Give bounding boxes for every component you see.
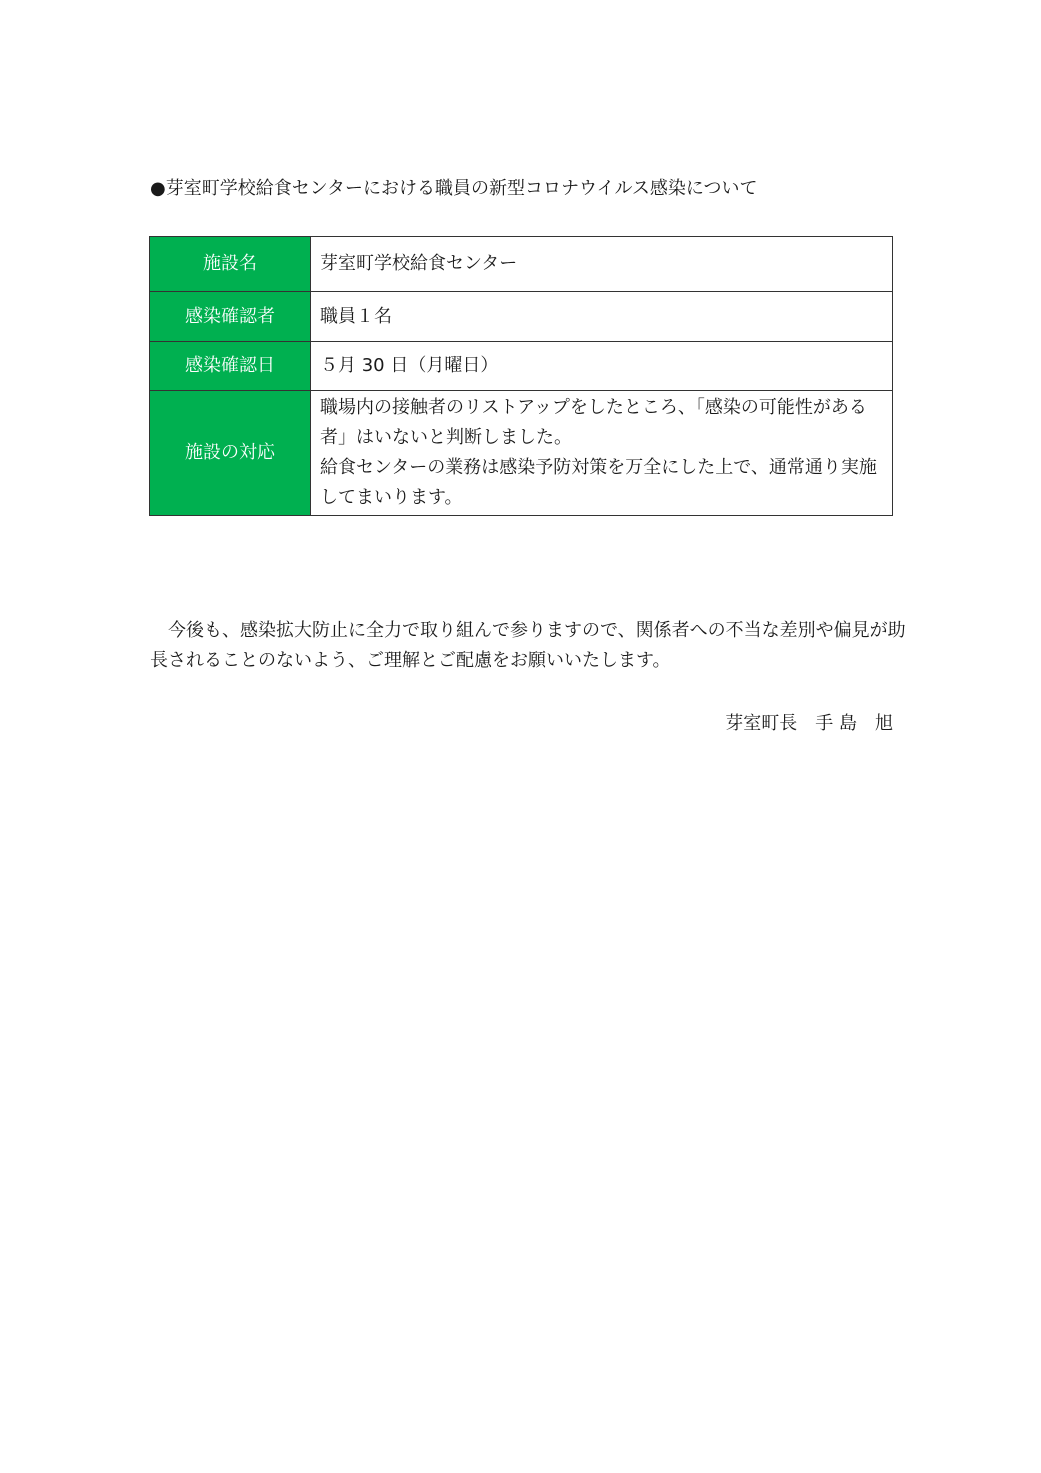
- response-line: 職場内の接触者のリストアップをしたところ、「感染の可能性がある: [320, 397, 867, 418]
- table-row: [150, 391, 893, 516]
- body-paragraph: [150, 616, 906, 676]
- table-row: [150, 237, 893, 292]
- page-title: ●芽室町学校給食センターにおける職員の新型コロナウイルス感染について: [150, 178, 758, 199]
- confirmation-date-label: 感染確認日: [150, 342, 311, 391]
- paragraph-line: 長されることのないよう、ご理解とご配慮をお願いいたします。: [150, 650, 671, 671]
- facility-response-value: [311, 391, 893, 516]
- facility-name-label: 施設名: [150, 237, 311, 292]
- response-line: 者」はいないと判断しました。: [320, 427, 572, 448]
- response-line: してまいります。: [320, 487, 463, 508]
- facility-info-table: [149, 236, 893, 516]
- confirmation-date-value: ５月 30 日（月曜日）: [311, 342, 893, 391]
- infected-person-value: 職員１名: [311, 292, 893, 342]
- table-row: [150, 342, 893, 391]
- infected-person-label: 感染確認者: [150, 292, 311, 342]
- paragraph-line: 今後も、感染拡大防止に全力で取り組んで参りますので、関係者への不当な差別や偏見が助: [168, 620, 906, 641]
- response-line: 給食センターの業務は感染予防対策を万全にした上で、通常通り実施: [320, 457, 877, 478]
- facility-name-value: 芽室町学校給食センター: [311, 237, 893, 292]
- mayor-signature: 芽室町長 手 島 旭: [725, 713, 893, 734]
- table-row: [150, 292, 893, 342]
- facility-response-label: 施設の対応: [150, 391, 311, 516]
